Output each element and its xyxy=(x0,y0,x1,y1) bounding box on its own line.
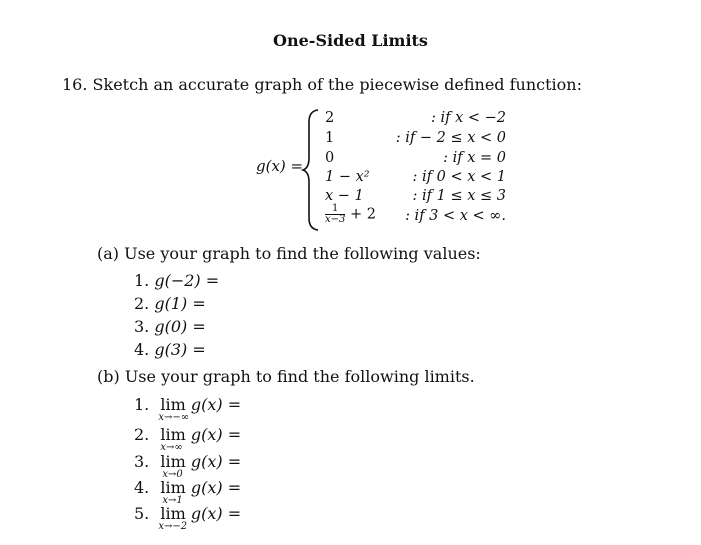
problem-number: 16. xyxy=(62,75,88,94)
piece-condition: : if 0 < x < 1 xyxy=(412,169,506,185)
item-number: 2. xyxy=(134,425,150,444)
lim-subscript: x→∞ xyxy=(160,442,183,453)
piece-value-fraction xyxy=(325,204,376,225)
part-a-label: (a) Use your graph to find the following values: xyxy=(97,244,481,263)
lim-operator: lim xyxy=(160,478,186,497)
fraction-rest: + 2 xyxy=(350,206,376,223)
item-number: 2. xyxy=(134,294,150,313)
value-item xyxy=(134,271,219,290)
limit-item xyxy=(134,504,242,532)
piece-condition: : if 1 ≤ x ≤ 3 xyxy=(412,188,506,204)
value-item xyxy=(134,317,206,336)
piece-value: 0 xyxy=(325,150,335,166)
item-expression: g(x) = xyxy=(190,504,242,523)
lim-operator: lim xyxy=(160,504,186,523)
item-expression: g(1) = xyxy=(154,294,206,313)
function-lhs: g(x) = xyxy=(256,157,304,175)
item-expression: g(x) = xyxy=(190,395,242,414)
page-title: One-Sided Limits xyxy=(273,31,428,50)
item-expression: g(3) = xyxy=(154,340,206,359)
piece-condition: : if x < −2 xyxy=(430,110,506,126)
piecewise-brace xyxy=(301,108,321,232)
lim-subscript: x→0 xyxy=(162,469,183,480)
piece-value: 2 xyxy=(325,110,335,126)
item-number: 1. xyxy=(134,395,150,414)
item-expression: g(x) = xyxy=(190,452,242,471)
piece-value: x − 1 xyxy=(325,188,364,204)
item-number: 4. xyxy=(134,478,150,497)
lim-subscript: x→1 xyxy=(162,495,183,506)
item-expression: g(−2) = xyxy=(154,271,220,290)
fraction-denominator: x−3 xyxy=(325,214,346,225)
piece-value: 1 − x² xyxy=(325,169,370,185)
problem-statement xyxy=(62,75,582,94)
lim-subscript: x→−∞ xyxy=(158,412,190,423)
item-expression: g(x) = xyxy=(190,478,242,497)
piece-condition: : if 3 < x < ∞. xyxy=(405,208,506,224)
value-item xyxy=(134,340,206,359)
item-number: 1. xyxy=(134,271,150,290)
lim-operator: lim xyxy=(160,452,186,471)
item-number: 3. xyxy=(134,452,150,471)
limit-item xyxy=(134,395,242,423)
piece-value: 1 xyxy=(325,130,335,146)
lim-subscript: x→−2 xyxy=(158,521,188,532)
fraction xyxy=(325,204,345,225)
limit-item xyxy=(134,425,242,453)
limit-item xyxy=(134,452,242,480)
lim-operator: lim xyxy=(160,395,186,414)
problem-text: Sketch an accurate graph of the piecewise defined function: xyxy=(92,75,582,94)
piece-condition: : if − 2 ≤ x < 0 xyxy=(395,130,506,146)
lim-operator: lim xyxy=(160,425,186,444)
item-expression: g(0) = xyxy=(154,317,206,336)
value-item xyxy=(134,294,206,313)
limit-item xyxy=(134,478,242,506)
item-number: 4. xyxy=(134,340,150,359)
item-expression: g(x) = xyxy=(190,425,242,444)
piece-condition: : if x = 0 xyxy=(443,150,506,166)
item-number: 5. xyxy=(134,504,150,523)
part-b-label: (b) Use your graph to find the following limits. xyxy=(97,367,475,386)
fraction-numerator: 1 xyxy=(325,204,345,215)
item-number: 3. xyxy=(134,317,150,336)
